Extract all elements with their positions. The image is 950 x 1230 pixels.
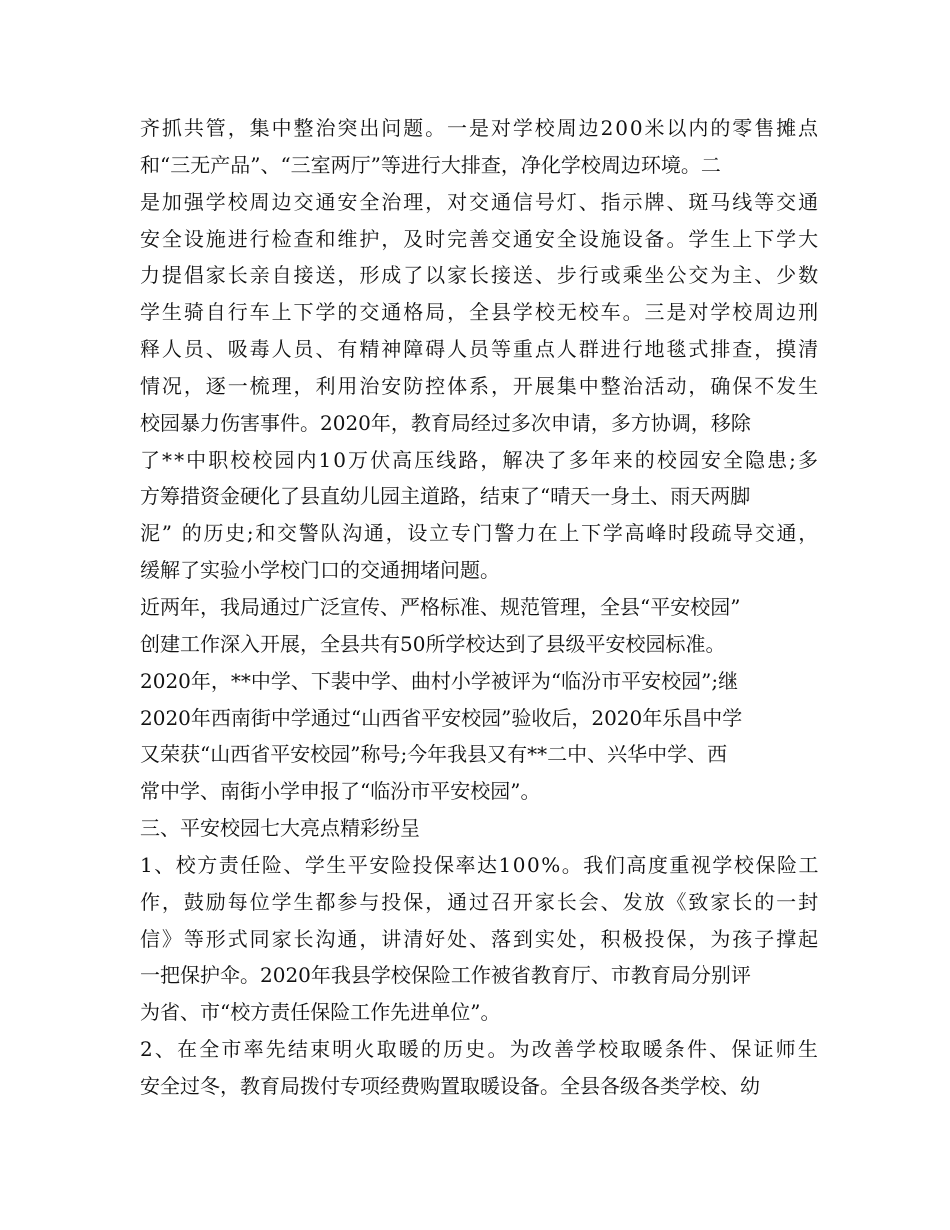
text-line: 2020年，**中学、下裴中学、曲村小学被评为“临汾市平安校园”;继 (140, 668, 739, 693)
text-line: 力提倡家长亲自接送，形成了以家长接送、步行或乘坐公交为主、少数 (140, 263, 820, 288)
text-line: 又荣获“山西省平安校园”称号;今年我县又有**二中、兴华中学、西 (140, 742, 728, 767)
text-line: 1、校方责任险、学生平安险投保率达100%。我们高度重视学校保险工 (140, 852, 820, 877)
text-line: 校园暴力伤害事件。2020年，教育局经过多次申请，多方协调，移除 (140, 410, 751, 435)
text-line: 了**中职校校园内10万伏高压线路，解决了多年来的校园安全隐患;多 (140, 447, 820, 472)
section-heading: 三、平安校园七大亮点精彩纷呈 (140, 816, 420, 841)
text-line: 释人员、吸毒人员、有精神障碍人员等重点人群进行地毯式排查，摸清 (140, 337, 820, 362)
text-line: 作，鼓励每位学生都参与投保，通过召开家长会、发放《致家长的一封 (140, 889, 820, 914)
text-line: 2、在全市率先结束明火取暖的历史。为改善学校取暖条件、保证师生 (140, 1037, 820, 1062)
text-line: 和“三无产品”、“三室两厅”等进行大排查，净化学校周边环境。二 (140, 152, 721, 177)
text-line: 泥” 的历史;和交警队沟通，设立专门警力在上下学高峰时段疏导交通， (140, 521, 820, 546)
text-line: 常中学、南街小学申报了“临汾市平安校园”。 (140, 779, 541, 804)
text-line: 安全过冬，教育局拨付专项经费购置取暖设备。全县各级各类学校、幼 (140, 1073, 760, 1098)
text-line: 信》等形式同家长沟通，讲清好处、落到实处，积极投保，为孩子撑起 (140, 926, 820, 951)
text-line: 是加强学校周边交通安全治理，对交通信号灯、指示牌、斑马线等交通 (140, 189, 820, 214)
text-line: 缓解了实验小学校门口的交通拥堵问题。 (140, 558, 500, 583)
text-line: 为省、市“校方责任保险工作先进单位”。 (140, 1000, 501, 1025)
text-line: 一把保护伞。2020年我县学校保险工作被省教育厅、市教育局分别评 (140, 963, 751, 988)
text-line: 近两年，我局通过广泛宣传、严格标准、规范管理，全县“平安校园” (140, 594, 741, 619)
body-text (140, 110, 820, 1105)
text-line: 情况，逐一梳理，利用治安防控体系，开展集中整治活动，确保不发生 (140, 373, 820, 398)
text-line: 安全设施进行检查和维护，及时完善交通安全设施设备。学生上下学大 (140, 226, 820, 251)
text-line: 创建工作深入开展，全县共有50所学校达到了县级平安校园标准。 (140, 631, 726, 656)
text-line: 学生骑自行车上下学的交通格局，全县学校无校车。三是对学校周边刑 (140, 300, 820, 325)
text-line: 方筹措资金硬化了县直幼儿园主道路，结束了“晴天一身土、雨天两脚 (140, 484, 751, 509)
text-line: 齐抓共管，集中整治突出问题。一是对学校周边200米以内的零售摊点 (140, 116, 820, 140)
text-line: 2020年西南街中学通过“山西省平安校园”验收后，2020年乐昌中学 (140, 705, 743, 730)
